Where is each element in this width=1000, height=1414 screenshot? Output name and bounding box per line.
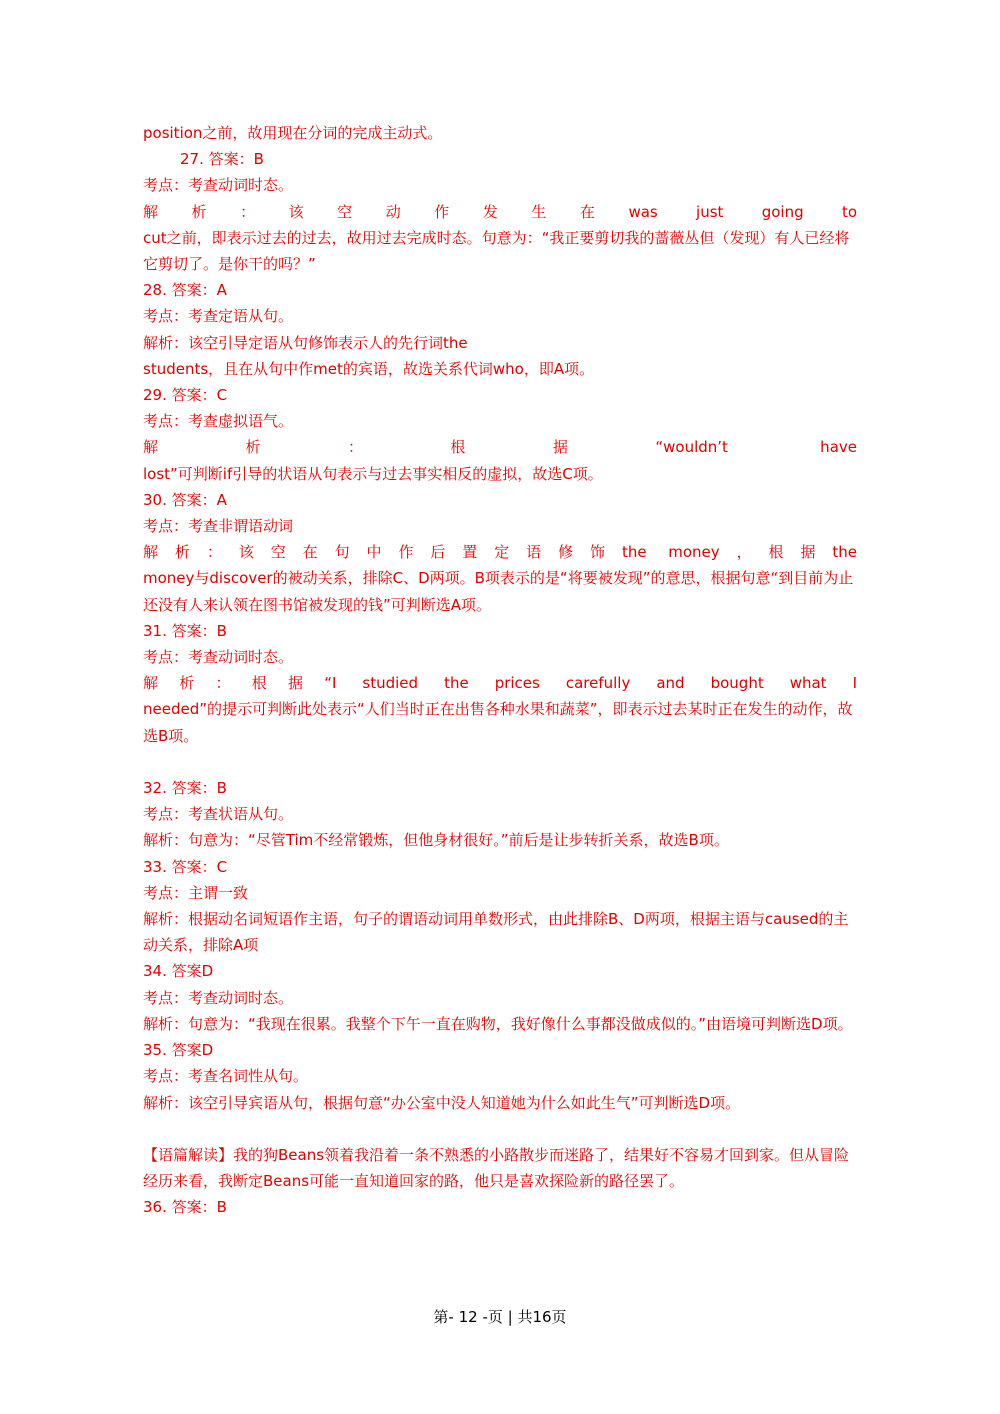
analysis-30-part2: money与discover的被动关系，排除C、D两项。B项表示的是“将要被发现”的意思，根据句意“到目前为止还没有人来认领在图书馆被发现的钱”可判断选A项。 [143, 569, 854, 614]
test-point-27: 考点：考查动词时态。 [143, 176, 294, 195]
analysis-29-part1: 解析：根据“wouldn’t have [143, 438, 857, 457]
answer-27: 27. 答案：B [180, 150, 264, 169]
text-line: position之前，故用现在分词的完成主动式。 [143, 124, 443, 142]
test-point-33: 考点：主谓一致 [143, 883, 249, 902]
analysis-33: 解析：根据动名词短语作主语，句子的谓语动词用单数形式，由此排除B、D两项，根据主语与caused的主动关系，排除A项 [143, 910, 849, 955]
passage-interpretation: 【语篇解读】我的狗Beans领着我沿着一条不熟悉的小路散步而迷路了，结果好不容易才回到家。但从冒险经历来看，我断定Beans可能一直知道回家的路，他只是喜欢探险新的路径罢了。 [143, 1145, 850, 1191]
test-point-31: 考点：考查动词时态。 [143, 648, 294, 667]
test-point-35: 考点：考查名词性从句。 [143, 1067, 309, 1086]
analysis-28-part1: 解析：该空引导定语从句修饰表示人的先行词the [143, 333, 468, 352]
answer-32: 32. 答案：B [143, 779, 227, 798]
analysis-28-part2: students，且在从句中作met的宾语，故选关系代词who，即A项。 [143, 359, 595, 378]
analysis-27-part2: cut之前，即表示过去的过去，故用过去完成时态。句意为：“我正要剪切我的蔷薇丛但（发现）有人已经将它剪切了。是你干的吗？” [143, 228, 850, 274]
analysis-31-part2: needed”的提示可判断此处表示“人们当时正在出售各种水果和蔬菜”，即表示过去某时正在发生的动作，故选B项。 [143, 700, 853, 745]
analysis-29-part2: lost”可判断if引导的状语从句表示与过去事实相反的虚拟，故选C项。 [143, 464, 603, 483]
page-footer: 第- 12 -页 | 共16页 [433, 1308, 567, 1326]
answer-36: 36. 答案：B [143, 1198, 227, 1217]
answer-31: 31. 答案：B [143, 621, 227, 640]
answer-28: 28. 答案：A [143, 281, 227, 300]
analysis-31-part1: 解析：根据“I studied the prices carefully and bought what I [143, 674, 857, 693]
analysis-34: 解析：句意为：“我现在很累。我整个下午一直在购物，我好像什么事都没做成似的。”由语境可判断选D项。 [143, 1014, 853, 1033]
answer-29: 29. 答案：C [143, 386, 228, 405]
answer-explanations [143, 120, 857, 1221]
test-point-30: 考点：考查非谓语动词 [143, 517, 294, 536]
test-point-29: 考点：考查虚拟语气。 [143, 412, 294, 431]
analysis-32: 解析：句意为：“尽管Tim不经常锻炼，但他身材很好。”前后是让步转折关系，故选B项。 [143, 831, 729, 850]
spacer [143, 749, 857, 775]
test-point-34: 考点：考查动词时态。 [143, 988, 294, 1007]
spacer [143, 1116, 857, 1142]
analysis-27-part1: 解析：该空动作发生在was just going to [143, 202, 857, 221]
test-point-32: 考点：考查状语从句。 [143, 805, 294, 824]
analysis-30-part1: 解析：该空在句中作后置定语修饰the money，根据the [143, 543, 857, 562]
analysis-35: 解析：该空引导宾语从句，根据句意“办公室中没人知道她为什么如此生气”可判断选D项。 [143, 1093, 741, 1112]
answer-35: 35. 答案D [143, 1041, 214, 1060]
answer-34: 34. 答案D [143, 962, 214, 981]
test-point-28: 考点：考查定语从句。 [143, 307, 294, 326]
answer-30: 30. 答案：A [143, 490, 227, 509]
answer-33: 33. 答案：C [143, 857, 228, 876]
